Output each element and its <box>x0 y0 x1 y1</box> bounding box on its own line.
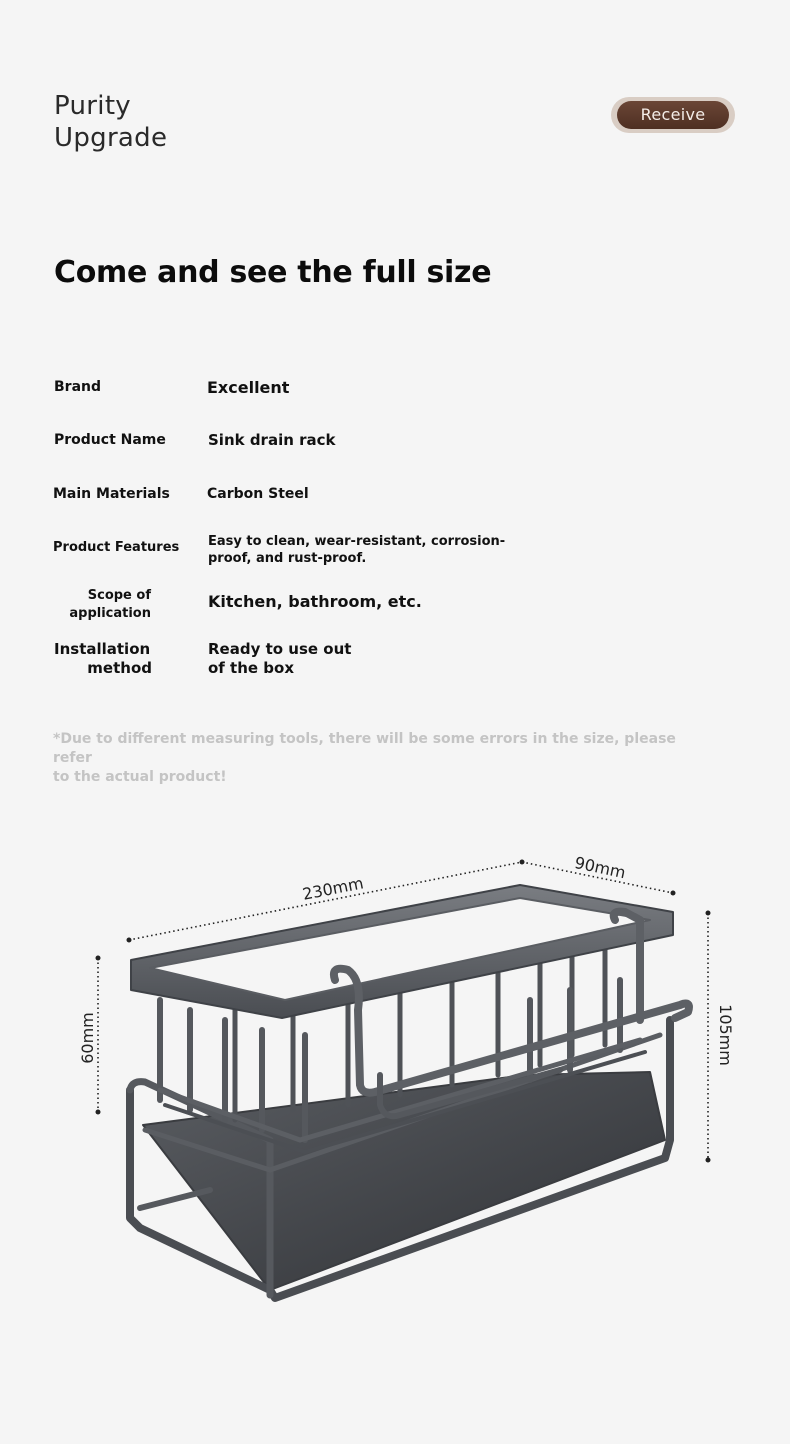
note-line: to the actual product! <box>53 769 227 785</box>
spec-value-line: of the box <box>208 659 295 677</box>
spec-label-line: Installation <box>54 640 151 658</box>
width-label: 90mm <box>572 852 628 883</box>
drip-tray <box>143 1072 665 1290</box>
receive-button[interactable] <box>611 97 735 133</box>
spec-value-line: proof, and rust-proof. <box>208 551 367 566</box>
spec-value: Kitchen, bathroom, etc. <box>208 592 422 611</box>
spec-value: Sink drain rack <box>208 431 336 449</box>
spec-value <box>208 640 351 678</box>
spec-label <box>54 640 152 678</box>
spec-label: Brand <box>54 379 102 395</box>
spec-label: Main Materials <box>53 486 170 502</box>
spec-label-line: application <box>69 606 151 621</box>
sink-rack-illustration <box>130 885 689 1298</box>
basket-height-label: 60mm <box>78 1012 97 1064</box>
height-label: 105mm <box>716 1004 735 1066</box>
length-label: 230mm <box>300 873 366 904</box>
spec-label: Product Name <box>54 432 166 448</box>
page-title <box>54 90 167 154</box>
spec-label-line: Scope of <box>87 588 151 603</box>
note-line: *Due to different measuring tools, there will be some errors in the size, please refer <box>53 731 676 766</box>
receive-button-label: Receive <box>617 101 729 129</box>
spec-label: Product Features <box>53 540 180 555</box>
spec-value: Excellent <box>207 378 290 397</box>
title-line-2: Upgrade <box>54 123 168 153</box>
product-dimension-figure <box>0 840 790 1320</box>
spec-value <box>208 533 505 567</box>
spec-value-line: Ready to use out <box>208 640 352 658</box>
section-title: Come and see the full size <box>54 255 492 290</box>
spec-value-line: Easy to clean, wear-resistant, corrosion- <box>208 534 506 549</box>
size-disclaimer <box>53 730 693 787</box>
spec-value: Carbon Steel <box>207 486 309 502</box>
spec-label <box>54 587 151 623</box>
title-line-1: Purity <box>54 91 131 121</box>
spec-label-line: method <box>87 659 152 677</box>
